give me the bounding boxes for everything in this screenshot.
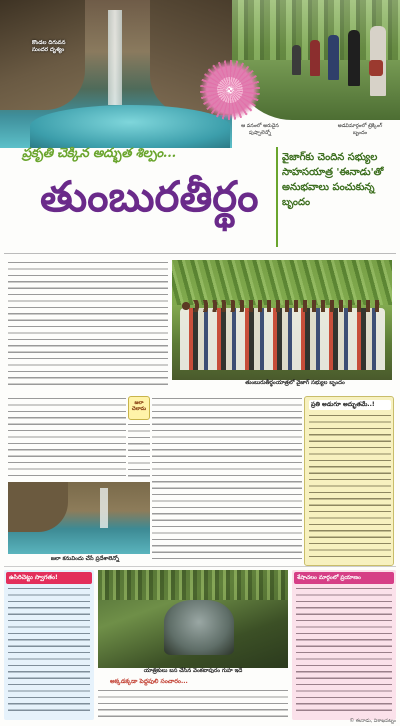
seshachalam-title: శేషాచలం మార్గంలో ప్రయాణం: [294, 572, 394, 584]
welcome-body: [8, 586, 90, 716]
seshachalam-body: [296, 586, 392, 714]
hiker-2: [310, 40, 320, 76]
foliage: [172, 260, 392, 305]
footer-credit: © ఈనాడు, విశాఖపట్నం: [349, 719, 396, 724]
hiker-1: [292, 45, 301, 75]
group-caption: తుంబురుతీర్థంయాత్రలో వైజాగ్ సభ్యుల బృందం: [245, 380, 345, 386]
cave-photo: [98, 570, 288, 668]
group-heads: [182, 300, 382, 312]
flower-caption: ఆ వనంలో అరుదైన పుష్పాలెన్నో: [241, 123, 279, 136]
side-blurb-box: [276, 147, 398, 247]
middle-body-col: [152, 396, 302, 564]
flower-spikes: [200, 60, 260, 120]
pond-caption: జలా కనువిందు చేసే ప్రదేశాలెన్నో: [50, 556, 120, 562]
welcome-box: [4, 570, 94, 720]
every-step-box: [304, 396, 394, 566]
rule: [4, 253, 396, 254]
intro-column: [8, 260, 168, 386]
group-photo: [172, 260, 392, 380]
welcome-title: ఉసిరిచెట్టు స్వాగతం!: [6, 572, 92, 584]
seshachalam-box: [292, 570, 396, 720]
left-body-col: [8, 396, 126, 478]
bottom-body-col: [98, 688, 288, 720]
pond-fall: [100, 488, 108, 528]
cave-opening: [164, 600, 234, 655]
group-people: [180, 308, 385, 370]
hiker-3: [328, 35, 339, 80]
left-body-col-2: [128, 422, 150, 478]
waterfall-caption: కొండల దిగువన సుందర దృశ్యం: [32, 40, 66, 53]
cave-caption: యాత్రికులు బస చేసిన వెంకటాపురం గుహ ఇదే: [143, 668, 243, 674]
water-label-box: జలా చెలామ: [128, 396, 150, 420]
side-blurb: వైజాగ్‌కు చెందిన సభ్యుల సాహసయాత్ర 'ఈనాడు'తో అనుభవాలు పంచుకున్న బృందం: [282, 152, 384, 208]
headline-title: తుంబురతీర్థం: [40, 172, 259, 221]
pond-rock: [8, 482, 68, 532]
hiker-5-bag: [369, 60, 383, 76]
waterfall-stream: [108, 10, 122, 105]
every-step-body: [309, 413, 391, 561]
every-step-title: ప్రతి అడుగూ అద్భుతమే..!: [309, 400, 391, 410]
hiker-4: [348, 30, 360, 86]
hikers-caption: అడవిమార్గంలో ట్రెక్కింగ్ బృందం: [337, 123, 383, 136]
cave-vines: [98, 570, 288, 600]
headline-kicker: ప్రకృతి చెక్కిన అద్భుత శిల్పం...: [22, 146, 176, 161]
flower-image: [200, 60, 260, 120]
foot-header: అక్కడక్కడా పెద్దపులి సంచారం...: [110, 678, 188, 685]
pond-photo: [8, 482, 150, 554]
waterfall-photo: [0, 0, 232, 148]
cliff-left: [0, 0, 85, 110]
rule-bottom: [4, 566, 396, 567]
pool: [30, 105, 230, 148]
